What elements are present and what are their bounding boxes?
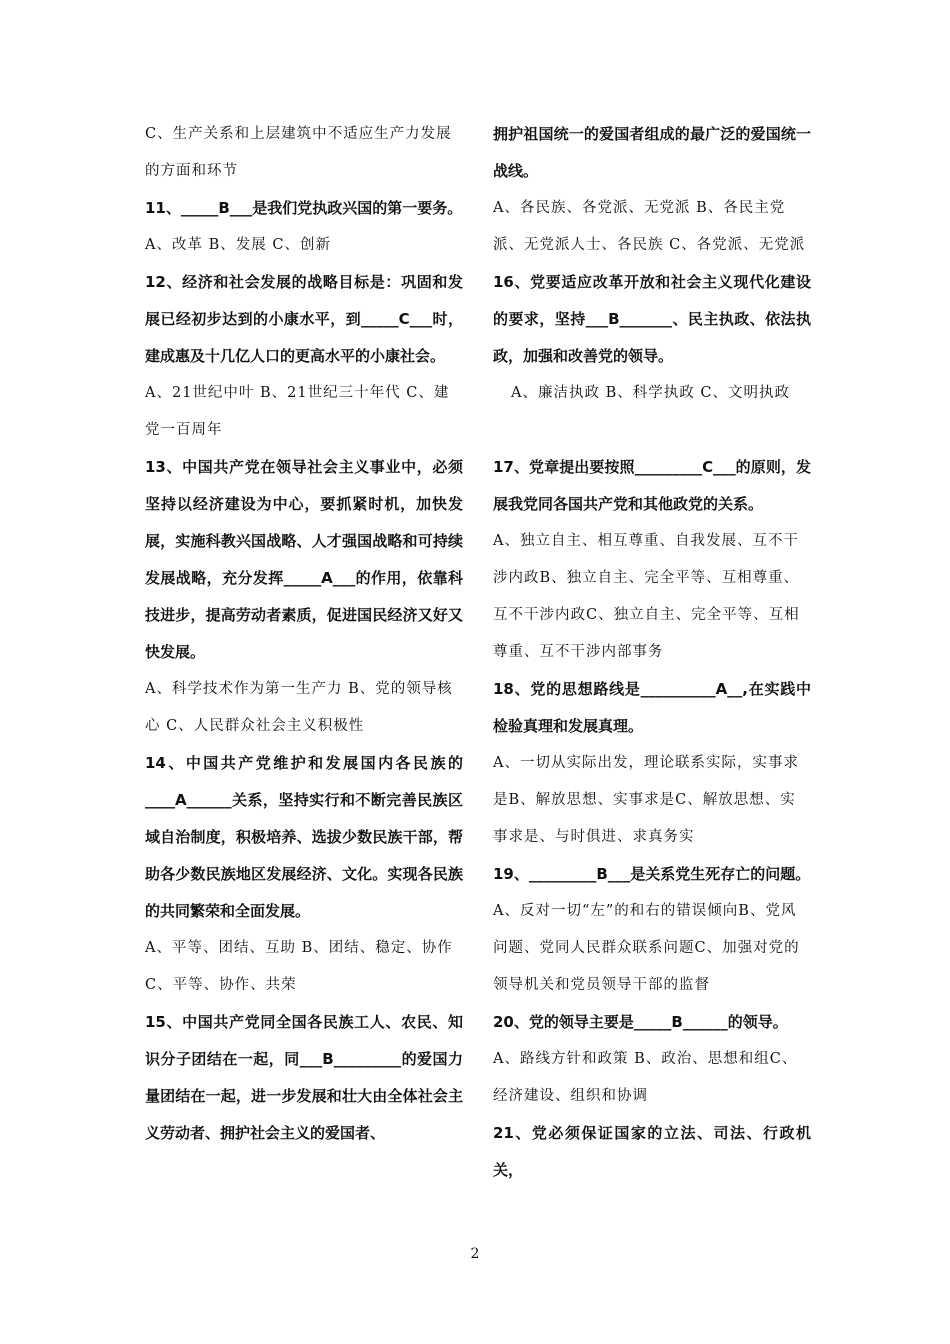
question-14: 14、中国共产党维护和发展国内各民族的____A______关系，坚持实行和不断完善民族区域自治制度，积极培养、选拔少数民族干部，帮助各少数民族地区发展经济、文化。实现各民族的共同繁荣和全面发展。 [145, 754, 463, 920]
option-line: A、各民族、各党派、无党派 B、各民主党派、无党派人士、各民族 C、各党派、无党派 [493, 200, 806, 253]
question-18: 18、党的思想路线是__________A__,在实践中检验真理和发展真理。 [493, 680, 811, 735]
option-line: A、反对一切“左”的和右的错误倾向B、党风问题、党同人民群众联系问题C、加强对党的领导机关和党员领导干部的监督 [493, 903, 800, 993]
option-line: A、廉洁执政 B、科学执政 C、文明执政 [511, 385, 790, 401]
left-column [145, 116, 463, 1152]
question-15: 15、中国共产党同全国各民族工人、农民、知识分子团结在一起，同___B_________的爱国力量团结在一起，进一步发展和壮大由全体社会主义劳动者、拥护社会主义的爱国者、 [145, 1013, 463, 1142]
question-13: 13、中国共产党在领导社会主义事业中，必须坚持以经济建设为中心，要抓紧时机，加快发展，实施科教兴国战略、人才强国战略和可持续发展战略，充分发挥_____A___的作用，依靠科技进步，提高劳动者素质，促进国民经济又好又快发展。 [145, 458, 463, 661]
question-12: 12、经济和社会发展的战略目标是：巩固和发展已经初步达到的小康水平，到_____C___时，建成惠及十几亿人口的更高水平的小康社会。 [145, 273, 463, 365]
option-line: C、生产关系和上层建筑中不适应生产力发展的方面和环节 [145, 126, 452, 179]
option-line: A、平等、团结、互助 B、团结、稳定、协作 C、平等、协作、共荣 [145, 940, 453, 993]
option-line: A、一切从实际出发，理论联系实际，实事求是B、解放思想、实事求是C、解放思想、实事求是、与时俱进、求真务实 [493, 755, 799, 845]
question-19: 19、_________B___是关系党生死存亡的问题。 [493, 865, 811, 883]
question-11: 11、_____B___是我们党执政兴国的第一要务。 [145, 199, 463, 217]
option-line: A、21世纪中叶 B、21世纪三十年代 C、建党一百周年 [145, 385, 450, 438]
option-line: A、路线方针和政策 B、政治、思想和组C、经济建设、组织和协调 [493, 1051, 798, 1104]
question-15-continued: 拥护祖国统一的爱国者组成的最广泛的爱国统一战线。 [493, 125, 811, 180]
option-line: A、改革 B、发展 C、创新 [145, 237, 331, 253]
blank-gap [493, 412, 811, 449]
question-20: 20、党的领导主要是_____B______的领导。 [493, 1013, 788, 1031]
question-21: 21、党必须保证国家的立法、司法、行政机关， [493, 1124, 811, 1179]
option-line: A、科学技术作为第一生产力 B、党的领导核心 C、人民群众社会主义积极性 [145, 681, 453, 734]
question-17: 17、党章提出要按照_________C___的原则，发展我党同各国共产党和其他政党的关系。 [493, 458, 811, 513]
page-number: 2 [470, 1246, 480, 1262]
option-line: A、独立自主、相互尊重、自我发展、互不干涉内政B、独立自主、完全平等、互相尊重、互不干涉内政C、独立自主、完全平等、互相尊重、互不干涉内部事务 [493, 533, 800, 660]
question-16: 16、党要适应改革开放和社会主义现代化建设的要求，坚持___B_______、民主执政、依法执政，加强和改善党的领导。 [493, 273, 811, 365]
right-column [493, 116, 811, 1189]
